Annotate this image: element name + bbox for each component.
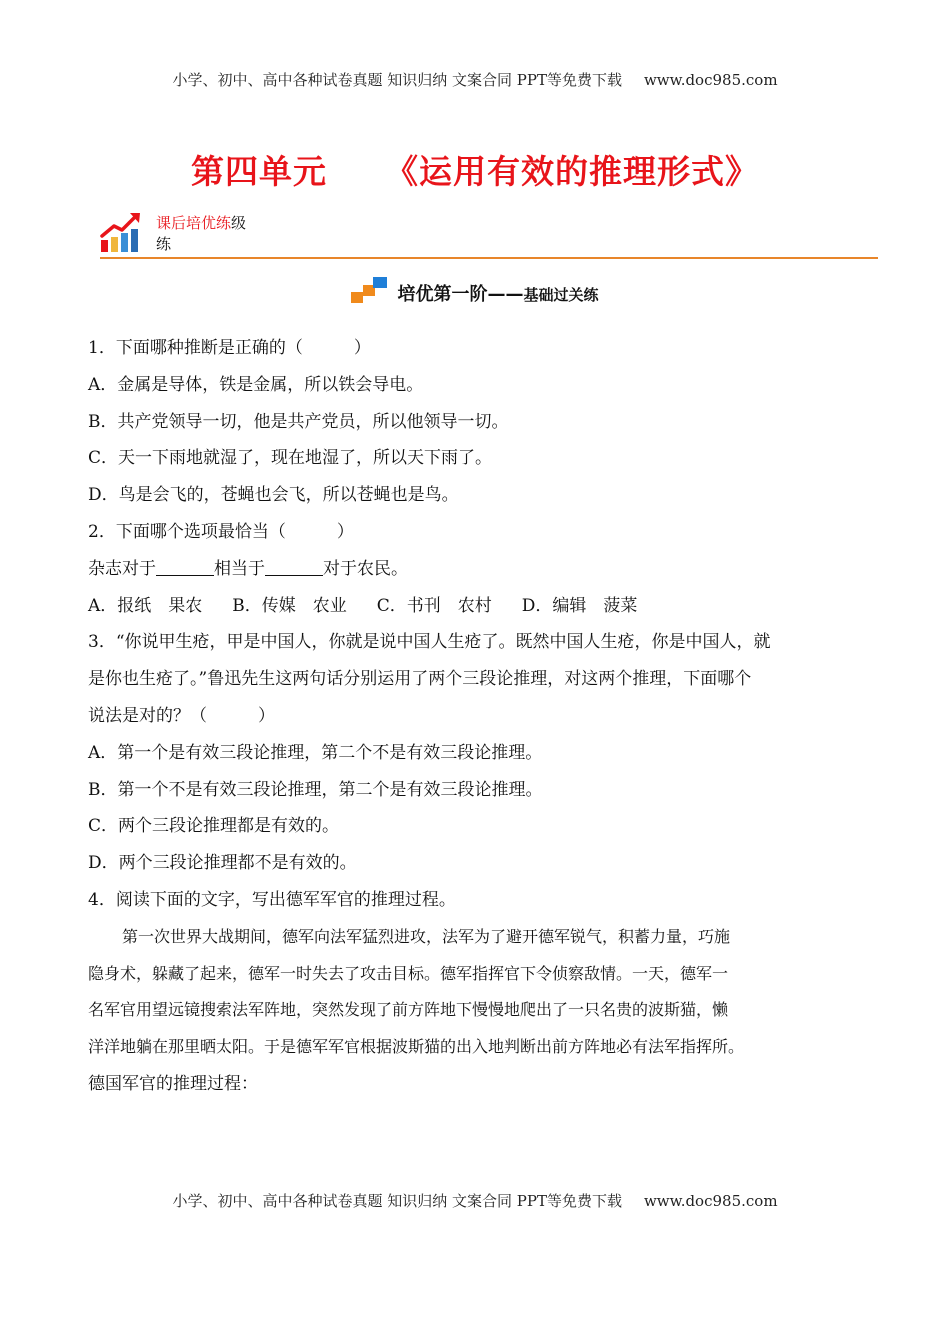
header-divider: [100, 257, 878, 259]
q1-option-d: D．鸟是会飞的，苍蝇也会飞，所以苍蝇也是鸟。: [88, 485, 459, 506]
q1-option-b: B．共产党领导一切，他是共产党员，所以他领导一切。: [88, 411, 509, 432]
q2-options: [88, 588, 868, 625]
q1-option-c: C．天一下雨地就湿了，现在地湿了，所以天下雨了。: [88, 448, 493, 469]
page-title: [0, 146, 950, 193]
q2-fill-part3: 对于农民。: [323, 558, 408, 579]
stairs-icon: [351, 276, 393, 304]
page-header: [0, 69, 950, 90]
q4-answer-label: 德国军官的推理过程：: [88, 1073, 258, 1094]
q2-fill-sentence: [88, 551, 868, 588]
q2-option-c: C．书刊 农村: [376, 595, 492, 616]
tag-red: 课后培优练: [156, 214, 232, 232]
q2-blank-2[interactable]: [265, 555, 323, 576]
header-text: 小学、初中、高中各种试卷真题 知识归纳 文案合同 PPT等免费下载: [172, 71, 622, 89]
q2-option-a: A．报纸 果农: [88, 595, 203, 616]
q1-stem: 1．下面哪种推断是正确的（ ）: [88, 338, 371, 358]
q3-option-c: C．两个三段论推理都是有效的。: [88, 816, 340, 837]
q3-stem-line-2: 是你也生疮了。”鲁迅先生这两句话分别运用了两个三段论推理，对这两个推理，下面哪个: [88, 669, 752, 690]
q2-option-b: B．传媒 农业: [232, 595, 347, 616]
q3-option-d: D．两个三段论推理都不是有效的。: [88, 853, 357, 874]
q1-option-a: A．金属是导体，铁是金属，所以铁会导电。: [88, 374, 424, 395]
tag-level: 级: [231, 214, 247, 232]
footer-url[interactable]: www.doc985.com: [643, 1192, 778, 1210]
question-list: [88, 330, 868, 1103]
q4-passage-line-3: 名军官用望远镜搜索法军阵地，突然发现了前方阵地下慢慢地爬出了一只名贵的波斯猫，懒: [88, 1000, 729, 1020]
q2-option-d: D．编辑 菠菜: [521, 595, 638, 616]
q4-passage-line-4: 洋洋地躺在那里晒太阳。于是德军军官根据波斯猫的出入地判断出前方阵地必有法军指挥所。: [88, 1037, 745, 1057]
chart-growth-icon: [100, 210, 144, 254]
q2-fill-part2: 相当于: [214, 558, 265, 579]
q4-passage-line-1: 第一次世界大战期间，德军向法军猛烈进攻，法军为了避开德军锐气，积蓄力量，巧施: [122, 926, 731, 946]
section-sub: 基础过关练: [523, 286, 599, 304]
page-footer: [0, 1190, 950, 1211]
header-url[interactable]: www.doc985.com: [643, 71, 778, 89]
q2-fill-part1: 杂志对于: [88, 558, 156, 579]
q3-stem-line-1: 3．“你说甲生疮，甲是中国人，你就是说中国人生疮了。既然中国人生疮，你是中国人，就: [88, 632, 771, 653]
tag-practice: 练: [156, 235, 172, 253]
q2-stem: 2．下面哪个选项最恰当（ ）: [88, 521, 354, 542]
q2-blank-1[interactable]: [156, 555, 214, 576]
q4-passage-line-2: 隐身术，躲藏了起来，德军一时失去了攻击目标。德军指挥官下令侦察敌情。一天，德军一: [88, 963, 729, 983]
q3-option-b: B．第一个不是有效三段论推理，第二个是有效三段论推理。: [88, 779, 543, 800]
q4-stem: 4．阅读下面的文字，写出德军军官的推理过程。: [88, 889, 456, 910]
title-unit: 第四单元: [191, 152, 327, 191]
q3-stem-line-3: 说法是对的？（ ）: [88, 705, 275, 726]
title-name: 《运用有效的推理形式》: [385, 152, 759, 191]
practice-tag: [156, 213, 266, 255]
q3-option-a: A．第一个是有效三段论推理，第二个不是有效三段论推理。: [88, 742, 543, 763]
section-main: 培优第一阶——: [397, 284, 524, 305]
footer-text: 小学、初中、高中各种试卷真题 知识归纳 文案合同 PPT等免费下载: [172, 1192, 622, 1210]
section-heading: [0, 276, 950, 306]
